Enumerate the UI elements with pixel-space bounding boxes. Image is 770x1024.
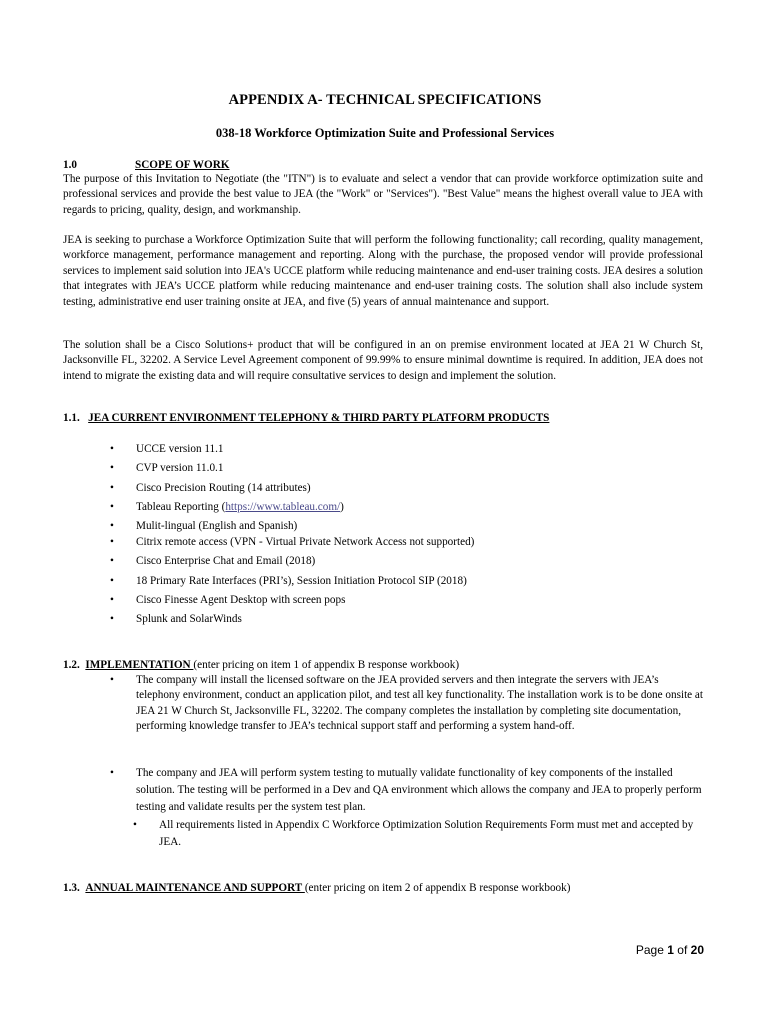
list-item: • Splunk and SolarWinds bbox=[110, 612, 710, 631]
page-title: APPENDIX A- TECHNICAL SPECIFICATIONS bbox=[228, 92, 542, 108]
maint-number: 1.3. bbox=[63, 882, 80, 894]
list-item: • UCCE version 11.1 bbox=[110, 442, 710, 461]
env-title: JEA CURRENT ENVIRONMENT TELEPHONY & THIRD PARTY PLATFORM PRODUCTS bbox=[88, 412, 550, 424]
env-number: 1.1. bbox=[63, 412, 80, 424]
bullet-icon: • bbox=[133, 819, 137, 831]
scope-paragraph-1: The purpose of this Invitation to Negotiate (the "ITN") is to evaluate and select a vendor that can provide workforce optimization suite and professional services and provide the best value to JEA (the "Work" or "Services"). "Best Value" means the highest overall value to JEA with regards to pricing, quality, design, and workmanship. bbox=[63, 173, 703, 216]
tableau-link[interactable]: https://www.tableau.com/ bbox=[225, 500, 341, 513]
impl-heading bbox=[63, 658, 703, 673]
list-item: • Cisco Enterprise Chat and Email (2018) bbox=[110, 554, 710, 573]
page-number: Page 1 of 20 bbox=[635, 943, 704, 957]
document-page: APPENDIX A- TECHNICAL SPECIFICATIONS 038-18 Workforce Optimization Suite and Professional Services 1.0 SCOPE OF WORK The purpose of this Invitation to Negotiate (the "ITN") is to evaluate and select a vendor that can provide workforce optimization suite and professional services and provide the best value to JEA (the "Work" or "Services"). "Best Value" means the highest overall value to JEA with regards to pricing, quality, design, and workmanship. JEA is seeking to purchase a Workforce Optimization Suite that will perform the following functionality; call recording, quality management, workforce management, performance management and reporting. Along with the purchase, the proposed vendor will provide professional services to implement said solution into JEA's UCCE platform while reducing maintenance and end-user training costs. JEA desires a solution that integrates with JEA’s UCCE platform while reducing maintenance and end-user training costs. The solution shall also include system testing, administrative end user training onsite at JEA, and five (5) years of annual maintenance and support. The solution shall be a Cisco Solutions+ product that will be configured in an on premise environment located at JEA 21 W Church St, Jacksonville FL, 32202. A Service Level Agreement component of 99.99% to ensure minimal downtime is required. In addition, JEA does not intend to migrate the existing data and will require consultative services to design and implement the solution. 1.1. JEA CURRENT ENVIRONMENT TELEPHONY & THIRD PARTY PLATFORM PRODUCTS • UCCE version 11.1 • CVP version 11.0.1 • Cisco Precision Routing (14 attributes) • Tableau Reporting (https://www.tableau.com/) • Mulit-lingual (English and Spanish) • Citrix remote access (VPN - Virtual Private Network Access not supported) • Cisco Enterprise Chat and Email (2018) • 18 Primary Rate Interfaces (PRI’s), Session Initiation Protocol SIP (2018) • Cisco Finesse Agent Desktop with screen pops • Splunk and SolarWinds 1.2. IMPLEMENTATION (enter pricing on item 1 of appendix B response workbook) • The company will install the licensed software on the JEA provided servers and then integrate the servers with JEA’s telephony environment, conduct an application pilot, and test all key functionality. The installation work is to be done onsite at JEA 21 W Church St, Jacksonville FL, 32202. The company completes the installation by completing site documentation, performing knowledge transfer to JEA’s technical support staff and performing a system hand-off. • The company and JEA will perform system testing to mutually validate functionality of key components of the installed solution. The testing will be performed in a Dev and QA environment which allows the company and JEA to properly perform testing and validate results per the system test plan. • All requirements listed in Appendix C Workforce Optimization Solution Requirements Form must met and accepted by JEA. 1.3. ANNUAL MAINTENANCE AND SUPPORT (enter pricing on item 2 of appendix B response workbook) Page 1 of 20 bbox=[0, 0, 770, 1024]
scope-paragraph-2: JEA is seeking to purchase a Workforce Optimization Suite that will perform the following functionality; call recording, quality management, workforce management, performance management and reporting. Along with the purchase, the proposed vendor will provide professional services to implement said solution into JEA's UCCE platform while reducing maintenance and end-user training costs. JEA desires a solution that integrates with JEA’s UCCE platform while reducing maintenance and end-user training costs. The solution shall also include system testing, administrative end user training onsite at JEA, and five (5) years of annual maintenance and support. bbox=[63, 234, 703, 308]
impl-title: IMPLEMENTATION bbox=[85, 659, 194, 671]
scope-number: 1.0 bbox=[63, 159, 77, 171]
maint-heading bbox=[63, 881, 703, 896]
bullet-icon: • bbox=[110, 767, 114, 779]
list-item: • 18 Primary Rate Interfaces (PRI’s), Session Initiation Protocol SIP (2018) bbox=[110, 574, 710, 593]
list-item: • Citrix remote access (VPN - Virtual Private Network Access not supported) bbox=[110, 535, 710, 554]
list-item: • Cisco Precision Routing (14 attributes) bbox=[110, 481, 710, 500]
maint-note: (enter pricing on item 2 of appendix B response workbook) bbox=[304, 882, 571, 894]
list-item: • CVP version 11.0.1 bbox=[110, 461, 710, 480]
list-item-tableau: • Tableau Reporting (https://www.tableau.com/) bbox=[110, 500, 710, 519]
bullet-icon: • bbox=[110, 674, 114, 686]
scope-title: SCOPE OF WORK bbox=[135, 159, 230, 171]
list-item: • Mulit-lingual (English and Spanish) bbox=[110, 519, 710, 535]
page-subtitle: 038-18 Workforce Optimization Suite and Professional Services bbox=[215, 126, 555, 140]
env-heading bbox=[63, 411, 703, 426]
env-list bbox=[110, 442, 710, 632]
impl-number: 1.2. bbox=[63, 659, 80, 671]
list-item: • Cisco Finesse Agent Desktop with screen pops bbox=[110, 593, 710, 612]
scope-paragraph-3: The solution shall be a Cisco Solutions+ product that will be configured in an on premise environment located at JEA 21 W Church St, Jacksonville FL, 32202. A Service Level Agreement component of 99.99% to ensure minimal downtime is required. In addition, JEA does not intend to migrate the existing data and will require consultative services to design and implement the solution. bbox=[63, 339, 703, 382]
maint-title: ANNUAL MAINTENANCE AND SUPPORT bbox=[85, 882, 305, 894]
impl-note: (enter pricing on item 1 of appendix B response workbook) bbox=[193, 659, 460, 671]
